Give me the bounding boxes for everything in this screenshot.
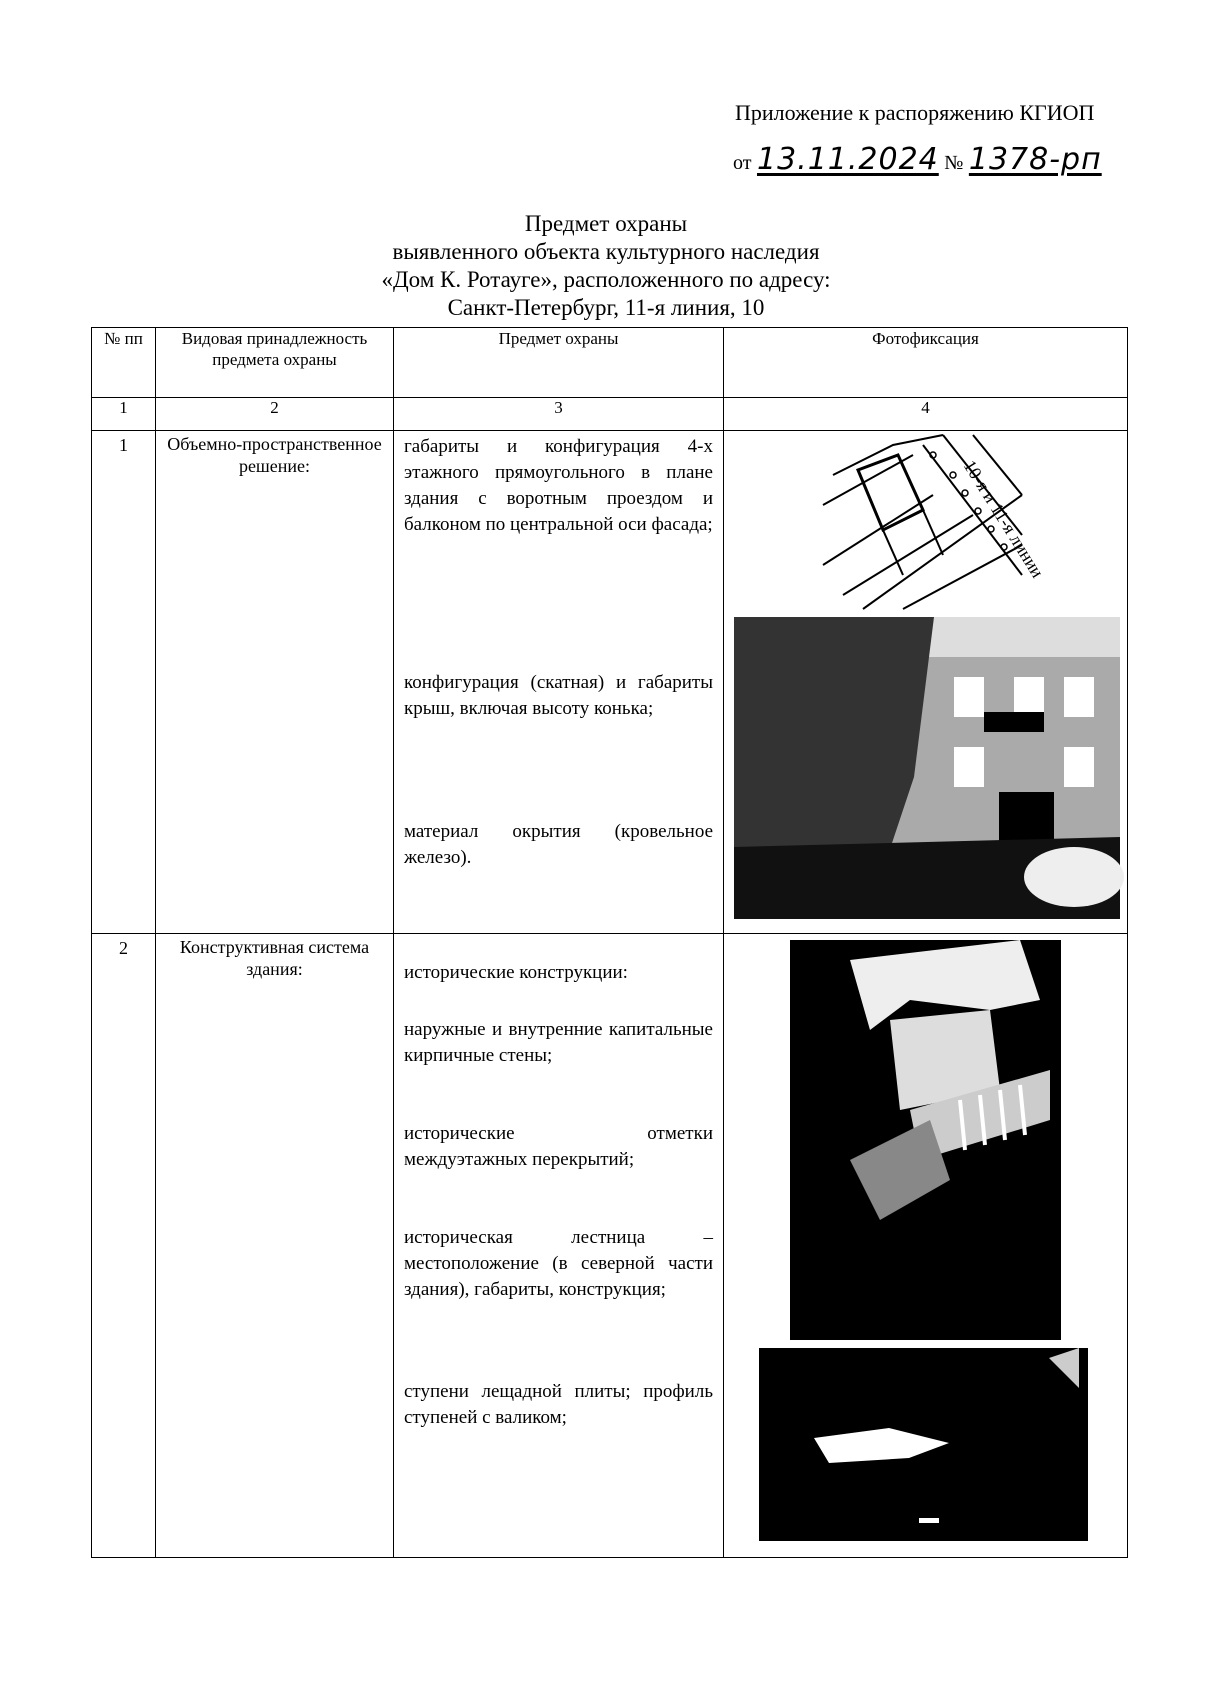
column-number: 3 bbox=[394, 398, 724, 431]
row-number: 1 bbox=[92, 431, 156, 934]
order-date: 13.11.2024 bbox=[756, 142, 939, 177]
column-number-row bbox=[92, 398, 1128, 431]
row-number: 2 bbox=[92, 934, 156, 1558]
title-line-3: «Дом К. Ротауге», расположенного по адресу: bbox=[381, 267, 831, 292]
subject-item: габариты и конфигурация 4-х этажного прямоугольного в плане здания с воротным проездом и балконом по центральной оси фасада; bbox=[404, 436, 713, 535]
header-number: № пп bbox=[92, 328, 156, 398]
row-subject bbox=[394, 934, 724, 1558]
number-prefix: № bbox=[944, 152, 964, 174]
row-photos bbox=[724, 934, 1128, 1558]
subject-item: конфигурация (скатная) и габариты крыш, включая высоту конька; bbox=[404, 672, 713, 719]
steps-photo bbox=[759, 1348, 1088, 1541]
facade-photo-drawing bbox=[734, 617, 1120, 919]
row-type: Конструктивная система здания: bbox=[156, 934, 394, 1558]
subject-item: материал окрытия (кровельное железо). bbox=[404, 821, 713, 868]
protection-table bbox=[91, 327, 1128, 1558]
appendix-title: Приложение к распоряжению КГИОП bbox=[735, 100, 1095, 125]
table-row bbox=[92, 934, 1128, 1558]
subject-item: исторические конструкции: bbox=[404, 962, 628, 983]
staircase-photo-drawing bbox=[790, 940, 1061, 1340]
column-number: 4 bbox=[724, 398, 1128, 431]
subject-item: наружные и внутренние капитальные кирпичные стены; bbox=[404, 1019, 713, 1066]
map-drawing bbox=[823, 435, 1048, 609]
table-row bbox=[92, 431, 1128, 934]
title-line-1: Предмет охраны bbox=[524, 211, 688, 236]
date-prefix: от bbox=[733, 152, 752, 174]
row-type: Объемно-пространственное решение: bbox=[156, 431, 394, 934]
order-number: 1378-рп bbox=[968, 142, 1102, 177]
column-number: 1 bbox=[92, 398, 156, 431]
cadastral-map-image bbox=[823, 435, 1048, 609]
column-number: 2 bbox=[156, 398, 394, 431]
map-street-label: 10-я и 11-я линии bbox=[959, 456, 1048, 582]
steps-photo-drawing bbox=[759, 1348, 1088, 1541]
table-header-row bbox=[92, 328, 1128, 398]
row-subject bbox=[394, 431, 724, 934]
row-photos bbox=[724, 431, 1128, 934]
subject-item: историческая лестница – местоположение (в северной части здания), габариты, конструкция; bbox=[404, 1227, 713, 1300]
title-line-2: выявленного объекта культурного наследия bbox=[392, 239, 820, 264]
header-type: Видовая принадлежность предмета охраны bbox=[156, 328, 394, 398]
title-line-4: Санкт-Петербург, 11-я линия, 10 bbox=[447, 295, 765, 320]
document-title bbox=[0, 210, 1212, 322]
subject-item: ступени лещадной плиты; профиль ступеней с валиком; bbox=[404, 1381, 713, 1428]
staircase-photo bbox=[790, 940, 1061, 1340]
order-reference bbox=[733, 142, 1102, 177]
facade-photo bbox=[734, 617, 1120, 919]
header-photo: Фотофиксация bbox=[724, 328, 1128, 398]
subject-item: исторические отметки междуэтажных перекрытий; bbox=[404, 1123, 713, 1170]
header-subject: Предмет охраны bbox=[394, 328, 724, 398]
